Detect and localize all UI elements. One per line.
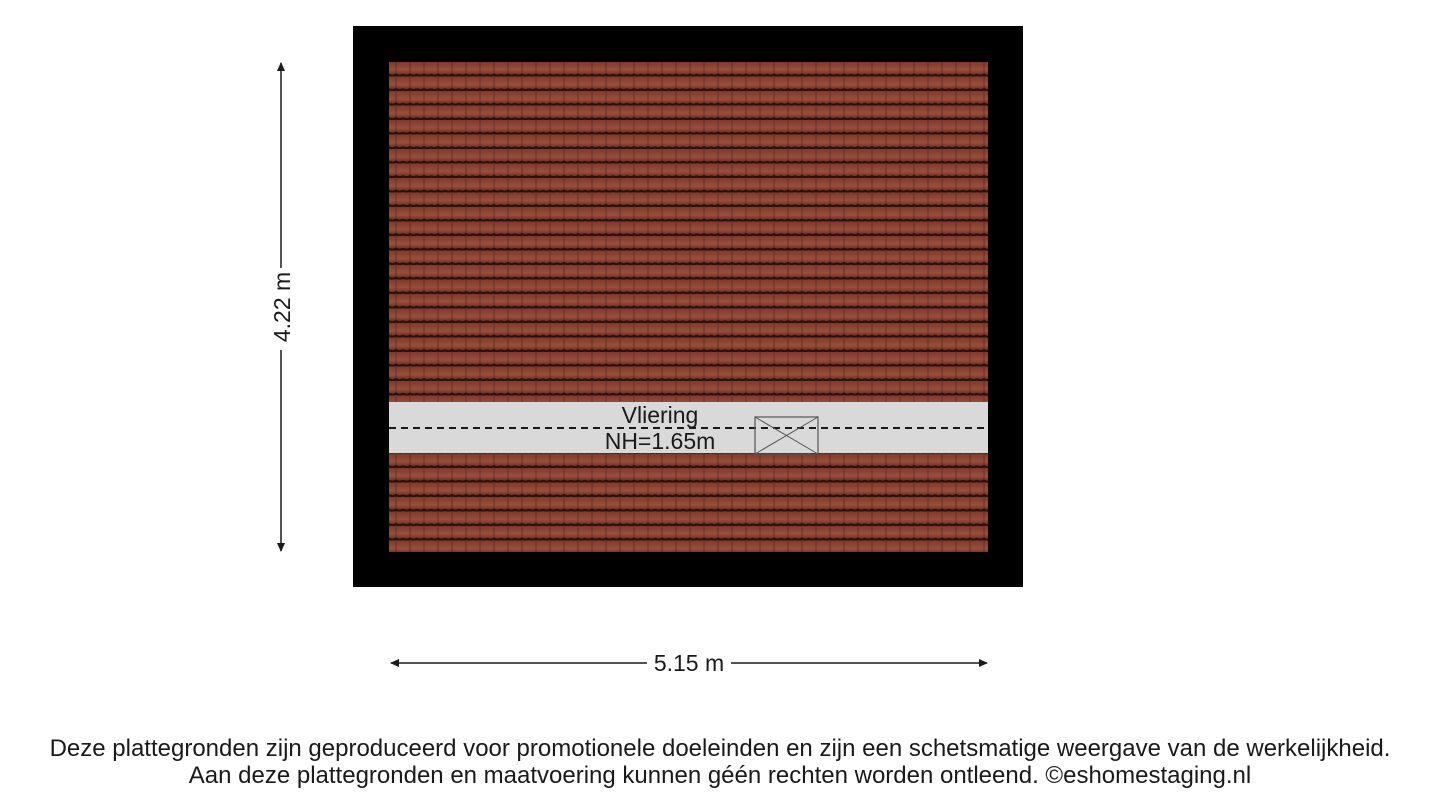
depth-dimension-label: 4.22 m bbox=[269, 271, 295, 343]
width-dimension-label: 5.15 m bbox=[653, 650, 725, 676]
disclaimer-line-1: Deze plattegronden zijn geproduceerd voor promotionele doeleinden en zijn een schetsmatige weergave van de werkelijkheid. bbox=[49, 735, 1391, 762]
room-name: Vliering bbox=[621, 402, 699, 428]
roof-tiles bbox=[389, 62, 988, 552]
disclaimer-line-2: Aan deze plattegronden en maatvoering kunnen géén rechten worden ontleend. ©eshomestaging.nl bbox=[188, 762, 1252, 789]
room-height: NH=1.65m bbox=[604, 428, 716, 454]
disclaimer bbox=[0, 735, 1440, 789]
horizontal-dimension bbox=[391, 650, 987, 676]
vertical-dimension bbox=[269, 63, 295, 551]
